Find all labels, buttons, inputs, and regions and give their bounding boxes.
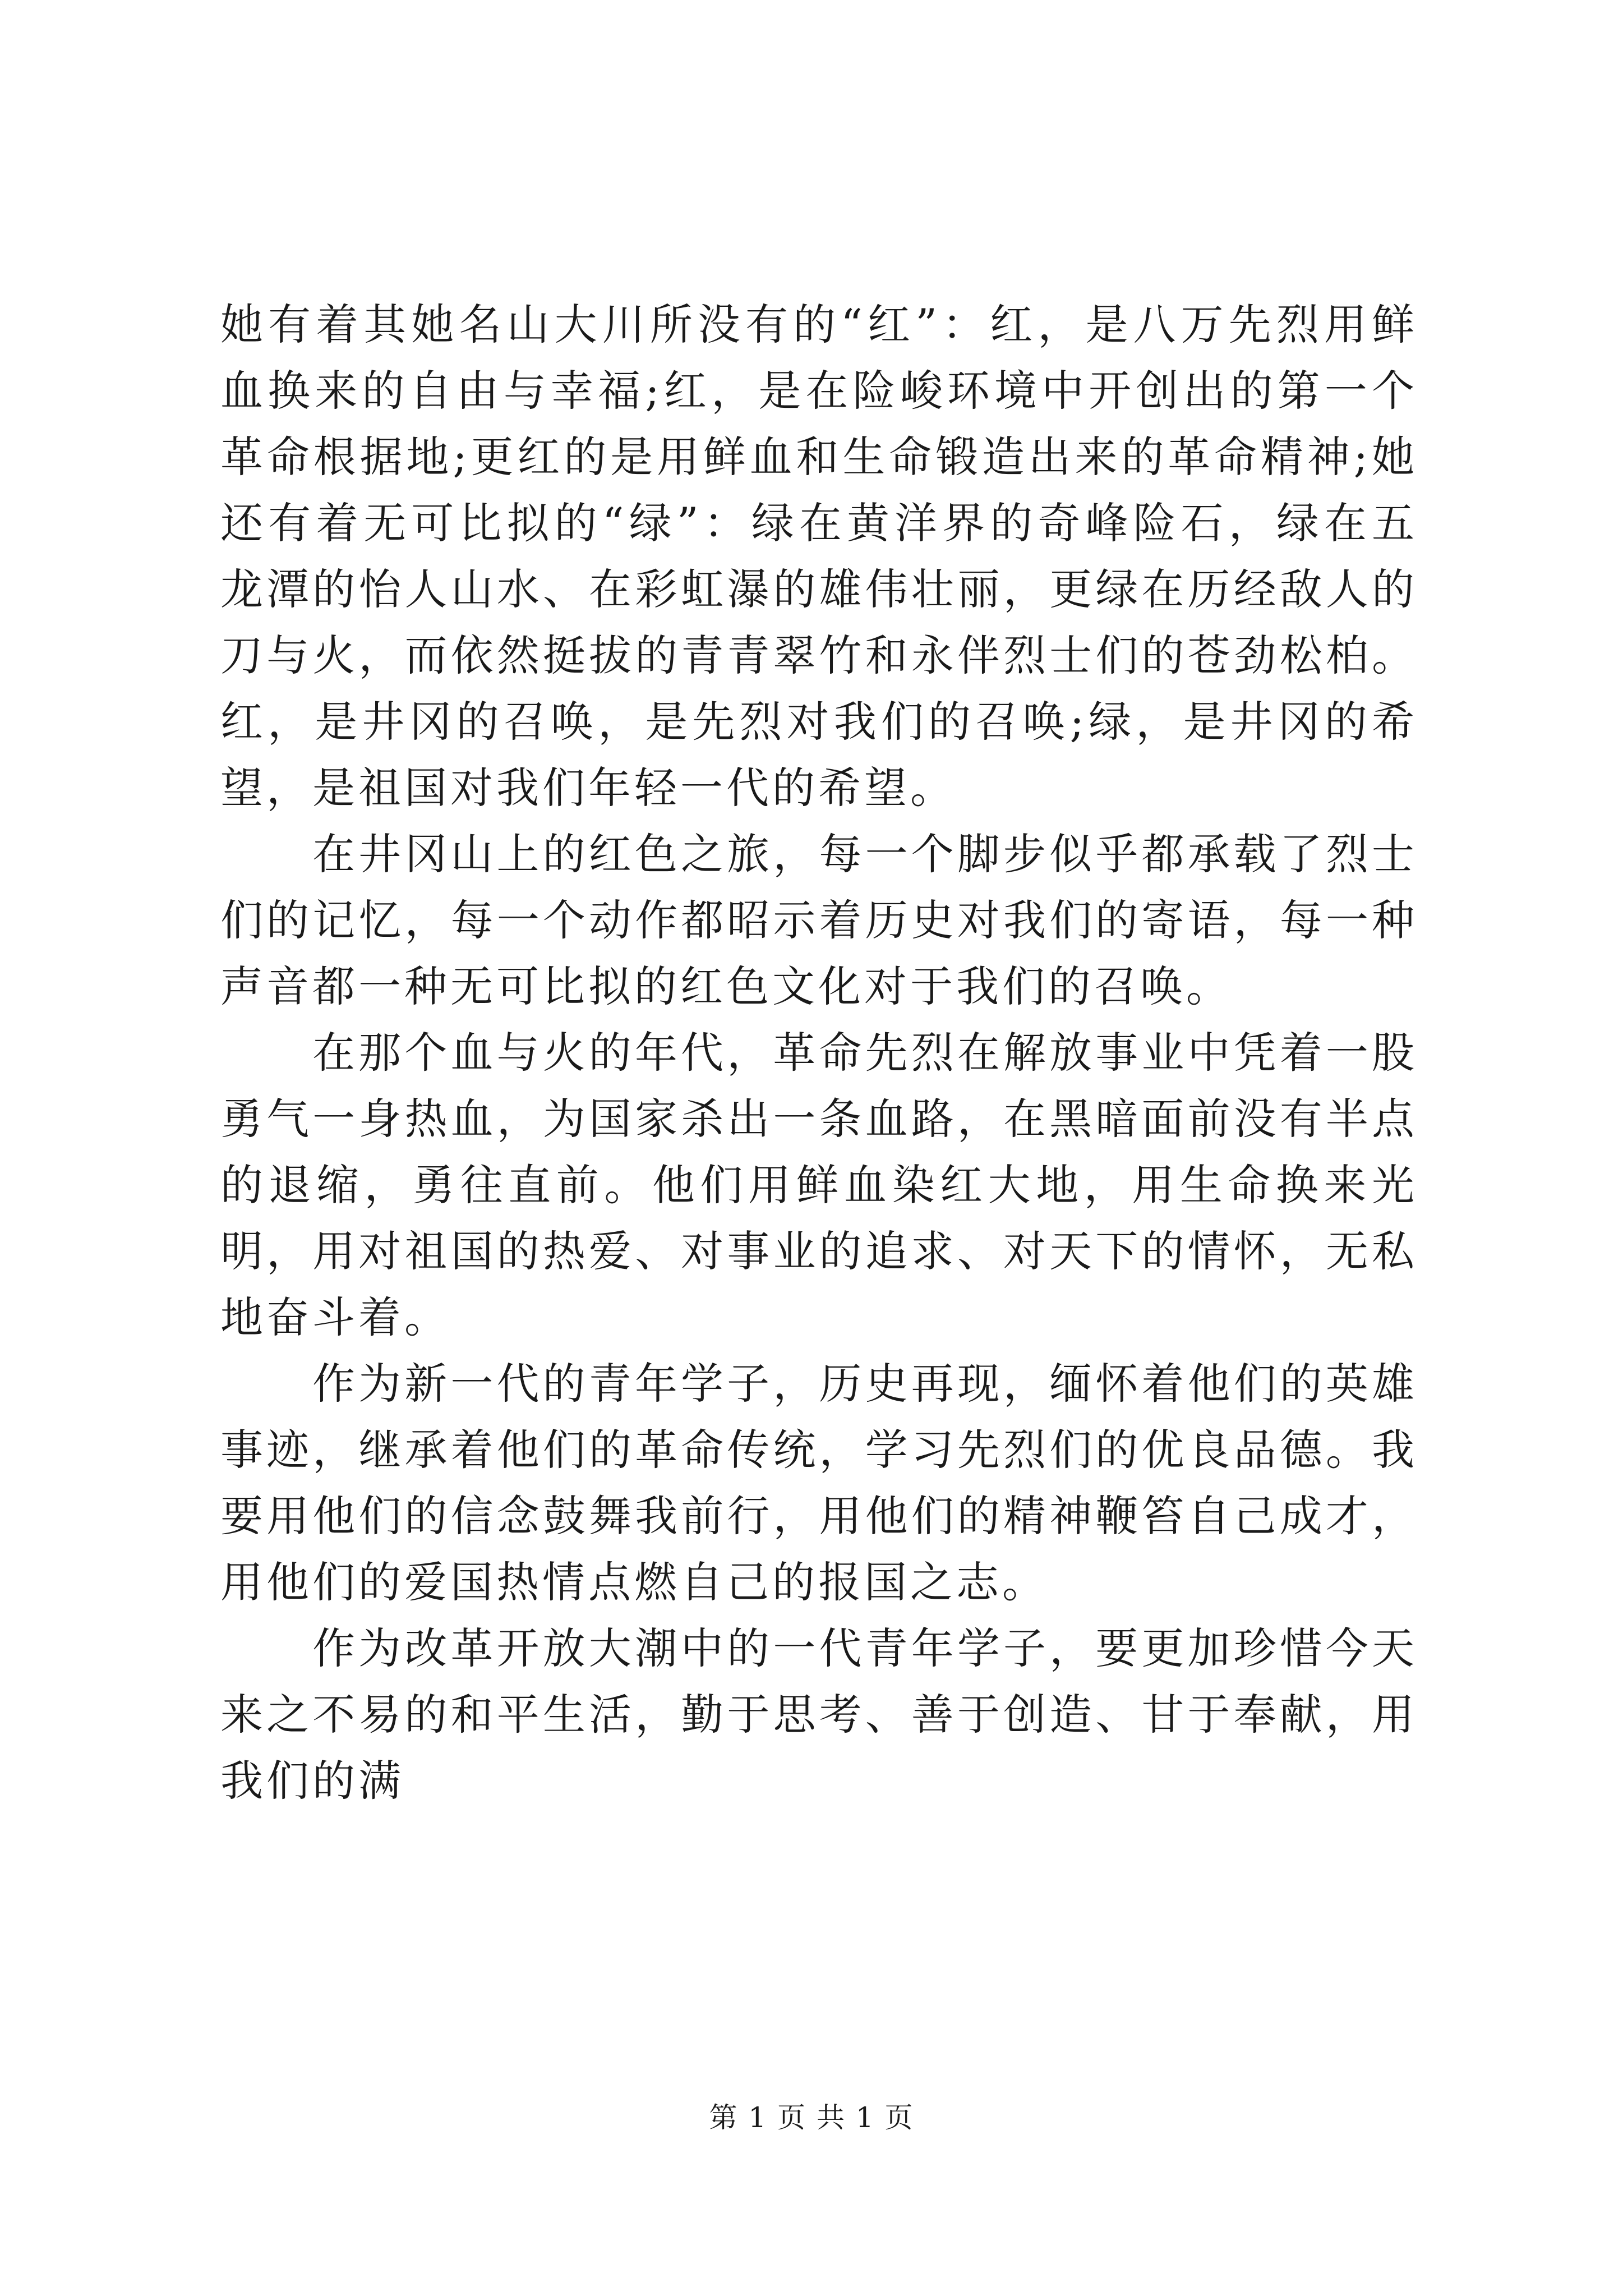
- body-text: [220, 292, 1418, 1814]
- paragraph-1: 她有着其她名山大川所没有的“红”：红，是八万先烈用鲜血换来的自由与幸福;红，是在险峻环境中开创出的第一个革命根据地;更红的是用鲜血和生命锻造出来的革命精神;她还有着无可比拟的“绿”：绿在黄洋界的奇峰险石，绿在五龙潭的怡人山水、在彩虹瀑的雄伟壮丽，更绿在历经敌人的刀与火，而依然挺拔的青青翠竹和永伴烈士们的苍劲松柏。红，是井冈的召唤，是先烈对我们的召唤;绿，是井冈的希望，是祖国对我们年轻一代的希望。: [220, 300, 1418, 813]
- paragraph-3: 在那个血与火的年代，革命先烈在解放事业中凭着一股勇气一身热血，为国家杀出一条血路，在黑暗面前没有半点的退缩，勇往直前。他们用鲜血染红大地，用生命换来光明，用对祖国的热爱、对事业的追求、对天下的情怀，无私地奋斗着。: [220, 1028, 1418, 1342]
- paragraph-5: 作为改革开放大潮中的一代青年学子，要更加珍惜今天来之不易的和平生活，勤于思考、善于创造、甘于奉献，用我们的满: [220, 1623, 1418, 1806]
- paragraph-2: 在井冈山上的红色之旅，每一个脚步似乎都承载了烈士们的记忆，每一个动作都昭示着历史对我们的寄语，每一种声音都一种无可比拟的红色文化对于我们的召唤。: [220, 829, 1418, 1011]
- paragraph-4: 作为新一代的青年学子，历史再现，缅怀着他们的英雄事迹，继承着他们的革命传统，学习先烈们的优良品德。我要用他们的信念鼓舞我前行，用他们的精神鞭笞自己成才，用他们的爱国热情点燃自己的报国之志。: [220, 1359, 1418, 1607]
- page-footer: 第 1 页 共 1 页: [709, 2101, 914, 2134]
